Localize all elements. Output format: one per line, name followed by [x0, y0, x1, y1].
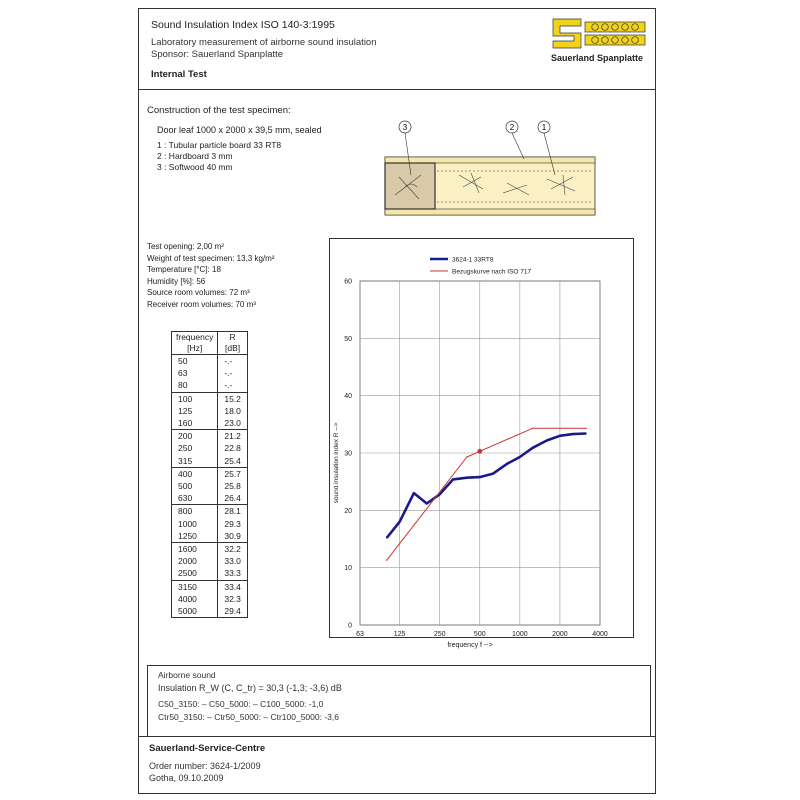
series-1-point: [532, 447, 533, 448]
table-cell-frequency: 5000: [172, 605, 218, 618]
test-report-sheet: [138, 8, 656, 794]
table-cell-frequency: 315: [172, 455, 218, 468]
series-1-point: [452, 479, 453, 480]
table-cell-r: 25.7: [218, 467, 248, 480]
reference-point-marker: [477, 449, 482, 454]
series-2-point: [386, 560, 387, 561]
table-cell-frequency: 160: [172, 417, 218, 430]
x-axis-label: frequency f -->: [447, 642, 493, 649]
table-cell-r: 15.2: [218, 392, 248, 405]
param-test-opening: Test opening: 2,00 m²: [147, 242, 224, 251]
table-cell-r: 22.8: [218, 442, 248, 454]
table-cell-r: 29.3: [218, 518, 248, 530]
callout-3: 3: [402, 123, 408, 132]
table-row: [172, 405, 248, 417]
table-cell-r: 33.0: [218, 555, 248, 567]
construction-item-2: 2 : Hardboard 3 mm: [157, 151, 233, 161]
table-cell-r: 29.4: [218, 605, 248, 618]
construction-item-3: 3 : Softwood 40 mm: [157, 162, 233, 172]
table-row: [172, 367, 248, 379]
specimen-cross-section: [379, 115, 599, 225]
y-tick-label: 10: [344, 565, 352, 573]
table-cell-frequency: 125: [172, 405, 218, 417]
y-axis-label: sound insulation index R -->: [333, 422, 340, 504]
table-cell-r: 23.0: [218, 417, 248, 430]
x-tick-label: 4000: [592, 631, 608, 638]
x-tick-label: 250: [433, 631, 446, 638]
series-2-point: [532, 428, 533, 429]
table-cell-r: 25.4: [218, 455, 248, 468]
footer-divider: [139, 736, 655, 737]
series-1-point: [506, 463, 507, 464]
series-1-point: [546, 440, 547, 441]
table-cell-frequency: 1000: [172, 518, 218, 530]
construction-door: Door leaf 1000 x 2000 x 39,5 mm, sealed: [157, 125, 322, 135]
construction-title: Construction of the test specimen:: [147, 105, 291, 116]
table-row: [172, 605, 248, 618]
param-weight: Weight of test specimen: 13,3 kg/m²: [147, 253, 275, 263]
table-row: [172, 492, 248, 505]
legend-label-1: 3624-1 33RT8: [452, 256, 494, 264]
table-row: [172, 555, 248, 567]
y-tick-label: 60: [344, 278, 352, 286]
table-row: [172, 567, 248, 580]
series-1-point: [413, 493, 414, 494]
table-cell-r: 25.8: [218, 480, 248, 492]
frequency-table: [171, 331, 248, 618]
legend-label-2: Bezugskurve nach ISO 717: [452, 268, 532, 276]
table-cell-r: -.-: [218, 379, 248, 392]
callout-2: 2: [509, 123, 515, 132]
table-cell-frequency: 4000: [172, 593, 218, 605]
table-cell-frequency: 100: [172, 392, 218, 405]
table-cell-frequency: 50: [172, 355, 218, 368]
table-cell-r: 21.2: [218, 430, 248, 443]
table-cell-r: 33.4: [218, 580, 248, 593]
table-cell-r: 30.9: [218, 530, 248, 543]
series-1-point: [559, 435, 560, 436]
y-tick-label: 40: [344, 393, 352, 401]
chart-frame: [329, 238, 634, 649]
table-cell-r: 28.1: [218, 505, 248, 518]
series-1-point: [439, 494, 440, 495]
sponsor-text: Sponsor: Sauerland Spanplatte: [151, 49, 284, 60]
report-title: Sound Insulation Index ISO 140-3:1995: [151, 19, 335, 31]
rating-c-terms: C50_3150: – C50_5000: – C100_5000: -1,0: [158, 699, 324, 709]
table-row: [172, 530, 248, 543]
series-1-point: [466, 477, 467, 478]
y-tick-label: 0: [348, 622, 352, 630]
table-row: [172, 480, 248, 492]
table-cell-frequency: 2500: [172, 567, 218, 580]
table-cell-frequency: 3150: [172, 580, 218, 593]
series-1-point: [519, 456, 520, 457]
table-row: [172, 505, 248, 518]
table-cell-frequency: 200: [172, 430, 218, 443]
param-receiver-room: Receiver room volumes: 70 m³: [147, 299, 256, 309]
table-cell-frequency: 500: [172, 480, 218, 492]
series-1-point: [386, 537, 387, 538]
param-temperature: Temperature [°C]: 18: [147, 265, 221, 274]
table-cell-frequency: 63: [172, 367, 218, 379]
sound-insulation-chart: [330, 239, 633, 649]
series-2-point: [586, 428, 587, 429]
table-cell-r: 26.4: [218, 492, 248, 505]
series-1-point: [426, 503, 427, 504]
table-cell-r: 32.3: [218, 593, 248, 605]
footer-place-date: Gotha, 09.10.2009: [149, 773, 224, 783]
table-row: [172, 392, 248, 405]
table-header-r: R [dB]: [218, 332, 248, 355]
table-cell-r: -.-: [218, 367, 248, 379]
rating-rw: Insulation R_W (C, C_tr) = 30,3 (-1,3; -3,6) dB: [158, 683, 342, 693]
table-cell-r: 32.2: [218, 543, 248, 556]
table-header-frequency: frequency [Hz]: [172, 332, 218, 355]
y-tick-label: 50: [344, 335, 352, 343]
table-cell-frequency: 80: [172, 379, 218, 392]
rating-title: Airborne sound: [158, 670, 216, 680]
table-row: [172, 593, 248, 605]
table-cell-frequency: 630: [172, 492, 218, 505]
logo-caption: Sauerland Spanplatte: [551, 53, 644, 63]
y-tick-label: 30: [344, 450, 352, 458]
table-cell-r: -.-: [218, 355, 248, 368]
table-row: [172, 430, 248, 443]
x-tick-label: 63: [356, 631, 364, 638]
table-cell-frequency: 800: [172, 505, 218, 518]
series-1-point: [586, 433, 587, 434]
series-1-point: [572, 433, 573, 434]
table-row: [172, 543, 248, 556]
x-tick-label: 2000: [552, 631, 568, 638]
x-tick-label: 125: [393, 631, 406, 638]
rating-ctr-terms: Ctr50_3150: – Ctr50_5000: – Ctr100_5000: -3,6: [158, 712, 339, 722]
table-row: [172, 355, 248, 368]
report-header: [139, 9, 655, 90]
series-1-point: [493, 473, 494, 474]
table-cell-frequency: 250: [172, 442, 218, 454]
rating-box: [147, 665, 651, 737]
test-parameters: [147, 241, 274, 310]
table-cell-frequency: 1600: [172, 543, 218, 556]
series-1-point: [479, 476, 480, 477]
footer-order: Order number: 3624-1/2009: [149, 761, 261, 771]
param-source-room: Source room volumes: 72 m³: [147, 288, 250, 297]
y-tick-label: 20: [344, 507, 352, 515]
table-row: [172, 379, 248, 392]
table-row: [172, 442, 248, 454]
table-row: [172, 455, 248, 468]
footer-org: Sauerland-Service-Centre: [149, 743, 266, 754]
report-subtitle: Laboratory measurement of airborne sound insulation: [151, 37, 377, 48]
param-humidity: Humidity [%]: 56: [147, 276, 206, 286]
table-row: [172, 580, 248, 593]
table-cell-frequency: 2000: [172, 555, 218, 567]
table-cell-r: 33.3: [218, 567, 248, 580]
table-cell-r: 18.0: [218, 405, 248, 417]
table-cell-frequency: 400: [172, 467, 218, 480]
series-1-point: [399, 521, 400, 522]
test-type: Internal Test: [151, 69, 207, 80]
series-2-point: [466, 456, 467, 457]
construction-item-1: 1 : Tubular particle board 33 RT8: [157, 140, 282, 150]
callout-1: 1: [541, 123, 547, 132]
table-row: [172, 467, 248, 480]
x-tick-label: 500: [473, 631, 486, 638]
table-row: [172, 518, 248, 530]
table-cell-frequency: 1250: [172, 530, 218, 543]
table-row: [172, 417, 248, 430]
x-tick-label: 1000: [512, 631, 528, 638]
